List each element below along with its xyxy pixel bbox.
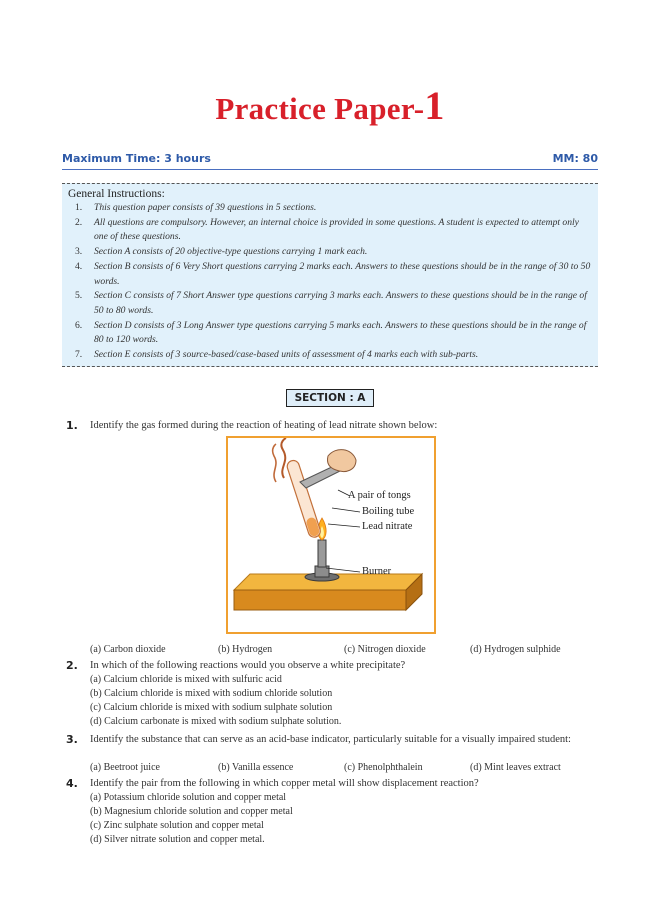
option-a[interactable]: (a) Calcium chloride is mixed with sulfuric acid [90, 674, 282, 685]
option-a[interactable]: (a) Potassium chloride solution and copper metal [90, 792, 287, 803]
question-text: Identify the gas formed during the reaction of heating of lead nitrate shown below: [90, 420, 438, 431]
instruction-number: 3. [75, 246, 83, 258]
question-text: In which of the following reactions would you observe a white precipitate? [90, 660, 406, 671]
meta-divider [62, 169, 598, 170]
option-b[interactable]: (b) Magnesium chloride solution and copper metal [90, 806, 293, 817]
leader-burner [326, 568, 360, 572]
instruction-item [68, 260, 592, 289]
instruction-text: Section D consists of 3 Long Answer type questions carrying 5 marks each. Answers to these questions should be in the range of 80 to 120 words. [94, 319, 587, 346]
instruction-text: Section C consists of 7 Short Answer type questions carrying 3 marks each. Answers to these questions should be in the range of 50 to 80 words. [94, 290, 587, 316]
instruction-item [68, 201, 592, 216]
section-a-heading: SECTION : A [286, 389, 374, 407]
option-d[interactable]: (d) Hydrogen sulphide [470, 644, 561, 655]
boiling-tube [286, 459, 322, 539]
question-3-options [90, 761, 600, 775]
question-2 [66, 659, 598, 673]
burner-tube [318, 540, 326, 567]
question-number: 2. [66, 659, 78, 672]
option-b[interactable]: (b) Hydrogen [218, 644, 273, 655]
label-lead-nitrate: Lead nitrate [362, 521, 413, 532]
instruction-item [68, 289, 592, 318]
instruction-text: Section A consists of 20 objective-type questions carrying 1 mark each. [94, 246, 368, 258]
option-b[interactable]: (b) Calcium chloride is mixed with sodium chloride solution [90, 688, 333, 699]
instruction-number: 1. [75, 202, 83, 213]
option-c[interactable]: (c) Phenolphthalein [344, 762, 423, 773]
option-a[interactable]: (a) Beetroot juice [90, 762, 160, 773]
instruction-number: 4. [75, 260, 83, 272]
max-time: Maximum Time: 3 hours [62, 152, 211, 165]
instructions-title: General Instructions: [68, 188, 165, 200]
brown-fume-1 [281, 438, 286, 478]
instruction-item [68, 348, 592, 363]
instruction-number: 2. [75, 216, 83, 228]
paper-meta [62, 152, 598, 170]
label-burner: Burner [362, 566, 392, 577]
option-c[interactable]: (c) Calcium chloride is mixed with sodium sulphate solution [90, 702, 333, 713]
paper-title-text: Practice Paper- [215, 91, 425, 126]
option-c[interactable]: (c) Zinc sulphate solution and copper metal [90, 820, 264, 831]
paper-title-number: 1 [424, 83, 445, 128]
label-boiling-tube: Boiling tube [362, 506, 415, 517]
label-tongs: A pair of tongs [348, 490, 411, 501]
instruction-item [68, 216, 592, 245]
question-number: 3. [66, 733, 78, 746]
instruction-text: Section B consists of 6 Very Short questions carrying 2 marks each. Answers to these questions should be in the range of 30 to 50 words. [94, 260, 591, 287]
apparatus-illustration [228, 438, 434, 632]
instruction-item [68, 319, 592, 348]
max-marks: MM: 80 [552, 152, 598, 165]
instruction-text: This question paper consists of 39 questions in 5 sections. [94, 202, 317, 213]
burner-collar [315, 566, 329, 577]
option-c[interactable]: (c) Nitrogen dioxide [344, 644, 426, 655]
hand [327, 450, 356, 472]
option-d[interactable]: (d) Silver nitrate solution and copper metal. [90, 834, 265, 845]
question-number: 1. [66, 419, 78, 432]
question-3 [66, 733, 598, 747]
instruction-number: 5. [75, 290, 83, 302]
question-text: Identify the pair from the following in which copper metal will show displacement reaction? [90, 778, 479, 789]
question-number: 4. [66, 777, 78, 790]
instruction-item [68, 245, 592, 260]
question-1-options [90, 643, 600, 657]
option-d[interactable]: (d) Calcium carbonate is mixed with sodium sulphate solution. [90, 716, 342, 727]
option-b[interactable]: (b) Vanilla essence [218, 762, 294, 773]
instruction-number: 6. [75, 319, 83, 331]
general-instructions [62, 183, 598, 367]
table-front [234, 590, 406, 610]
instruction-text: Section E consists of 3 source-based/case-based units of assessment of 4 marks each with sub-parts. [94, 349, 479, 361]
brown-fume-2 [273, 444, 276, 482]
option-d[interactable]: (d) Mint leaves extract [470, 762, 561, 773]
leader-lead-nitrate [328, 524, 360, 527]
option-a[interactable]: (a) Carbon dioxide [90, 644, 166, 655]
question-2-options [90, 673, 600, 729]
leader-tube [332, 508, 360, 512]
question-4-options [90, 791, 600, 847]
question-4 [66, 777, 598, 791]
question-text: Identify the substance that can serve as an acid-base indicator, particularly suitable for a visually impaired student: [90, 734, 571, 745]
lead-nitrate-heating-figure [226, 436, 436, 634]
instruction-number: 7. [75, 349, 83, 361]
question-1 [66, 419, 598, 433]
paper-title [0, 82, 660, 129]
instruction-text: All questions are compulsory. However, an internal choice is provided in some questions. A student is expected to attempt only one of these questions. [94, 216, 579, 243]
